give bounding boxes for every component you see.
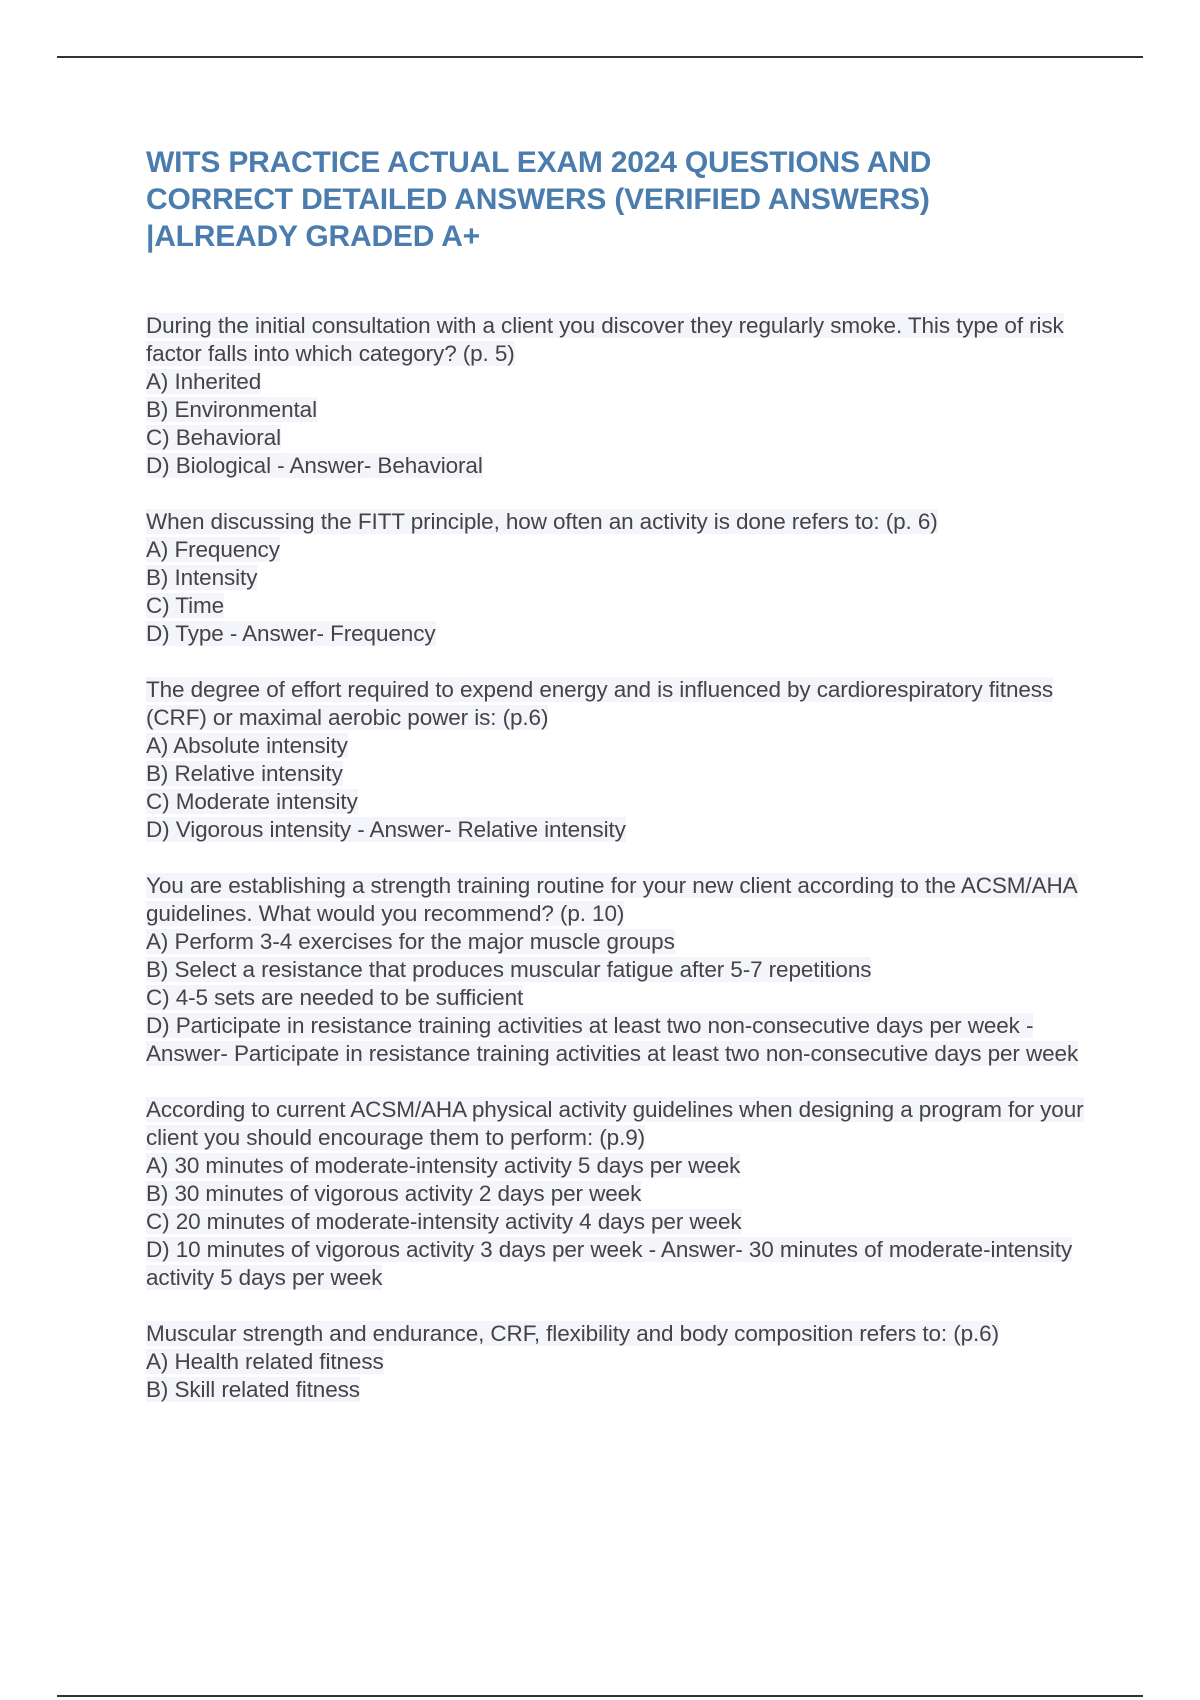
option-a: A) Inherited [146, 369, 262, 394]
question-2 [146, 508, 1086, 648]
question-5 [146, 1096, 1086, 1292]
option-c: C) 4-5 sets are needed to be sufficient [146, 985, 524, 1010]
option-b: B) Intensity [146, 565, 258, 590]
question-stem: When discussing the FITT principle, how often an activity is done refers to: (p. 6) [146, 509, 938, 534]
option-a: A) Health related fitness [146, 1349, 384, 1374]
option-d-answer: D) Participate in resistance training activities at least two non-consecutive days per week - Answer- Participate in resistance training activities at least two non-consecutive days per week [146, 1013, 1079, 1066]
question-list [146, 312, 1086, 1404]
option-c: C) 20 minutes of moderate-intensity activity 4 days per week [146, 1209, 742, 1234]
question-stem: According to current ACSM/AHA physical activity guidelines when designing a program for your client you should encourage them to perform: (p.9) [146, 1097, 1084, 1150]
option-d-answer: D) Vigorous intensity - Answer- Relative intensity [146, 817, 626, 842]
bottom-rule [57, 1695, 1143, 1697]
option-b: B) Skill related fitness [146, 1377, 360, 1402]
question-4 [146, 872, 1086, 1068]
option-c: C) Behavioral [146, 425, 282, 450]
option-d-answer: D) Biological - Answer- Behavioral [146, 453, 483, 478]
question-stem: Muscular strength and endurance, CRF, flexibility and body composition refers to: (p.6) [146, 1321, 999, 1346]
question-3 [146, 676, 1086, 844]
question-6 [146, 1320, 1086, 1404]
option-b: B) 30 minutes of vigorous activity 2 days per week [146, 1181, 642, 1206]
option-b: B) Relative intensity [146, 761, 343, 786]
question-stem: The degree of effort required to expend energy and is influenced by cardiorespiratory fitness (CRF) or maximal aerobic power is: (p.6) [146, 677, 1054, 730]
document-body [146, 144, 1086, 1432]
document-title: WITS PRACTICE ACTUAL EXAM 2024 QUESTIONS AND CORRECT DETAILED ANSWERS (VERIFIED ANSWERS) |ALREADY GRADED A+ [146, 146, 932, 253]
question-stem: During the initial consultation with a client you discover they regularly smoke. This type of risk factor falls into which category? (p. 5) [146, 313, 1064, 366]
question-1 [146, 312, 1086, 480]
option-a: A) Perform 3-4 exercises for the major muscle groups [146, 929, 675, 954]
option-c: C) Time [146, 593, 225, 618]
option-b: B) Select a resistance that produces muscular fatigue after 5-7 repetitions [146, 957, 872, 982]
question-stem: You are establishing a strength training routine for your new client according to the ACSM/AHA guidelines. What would you recommend? (p. 10) [146, 873, 1078, 926]
option-a: A) 30 minutes of moderate-intensity activity 5 days per week [146, 1153, 741, 1178]
option-a: A) Frequency [146, 537, 280, 562]
option-b: B) Environmental [146, 397, 317, 422]
option-a: A) Absolute intensity [146, 733, 348, 758]
option-c: C) Moderate intensity [146, 789, 358, 814]
option-d-answer: D) 10 minutes of vigorous activity 3 days per week - Answer- 30 minutes of moderate-intensity activity 5 days per week [146, 1237, 1073, 1290]
top-rule [57, 56, 1143, 58]
option-d-answer: D) Type - Answer- Frequency [146, 621, 436, 646]
